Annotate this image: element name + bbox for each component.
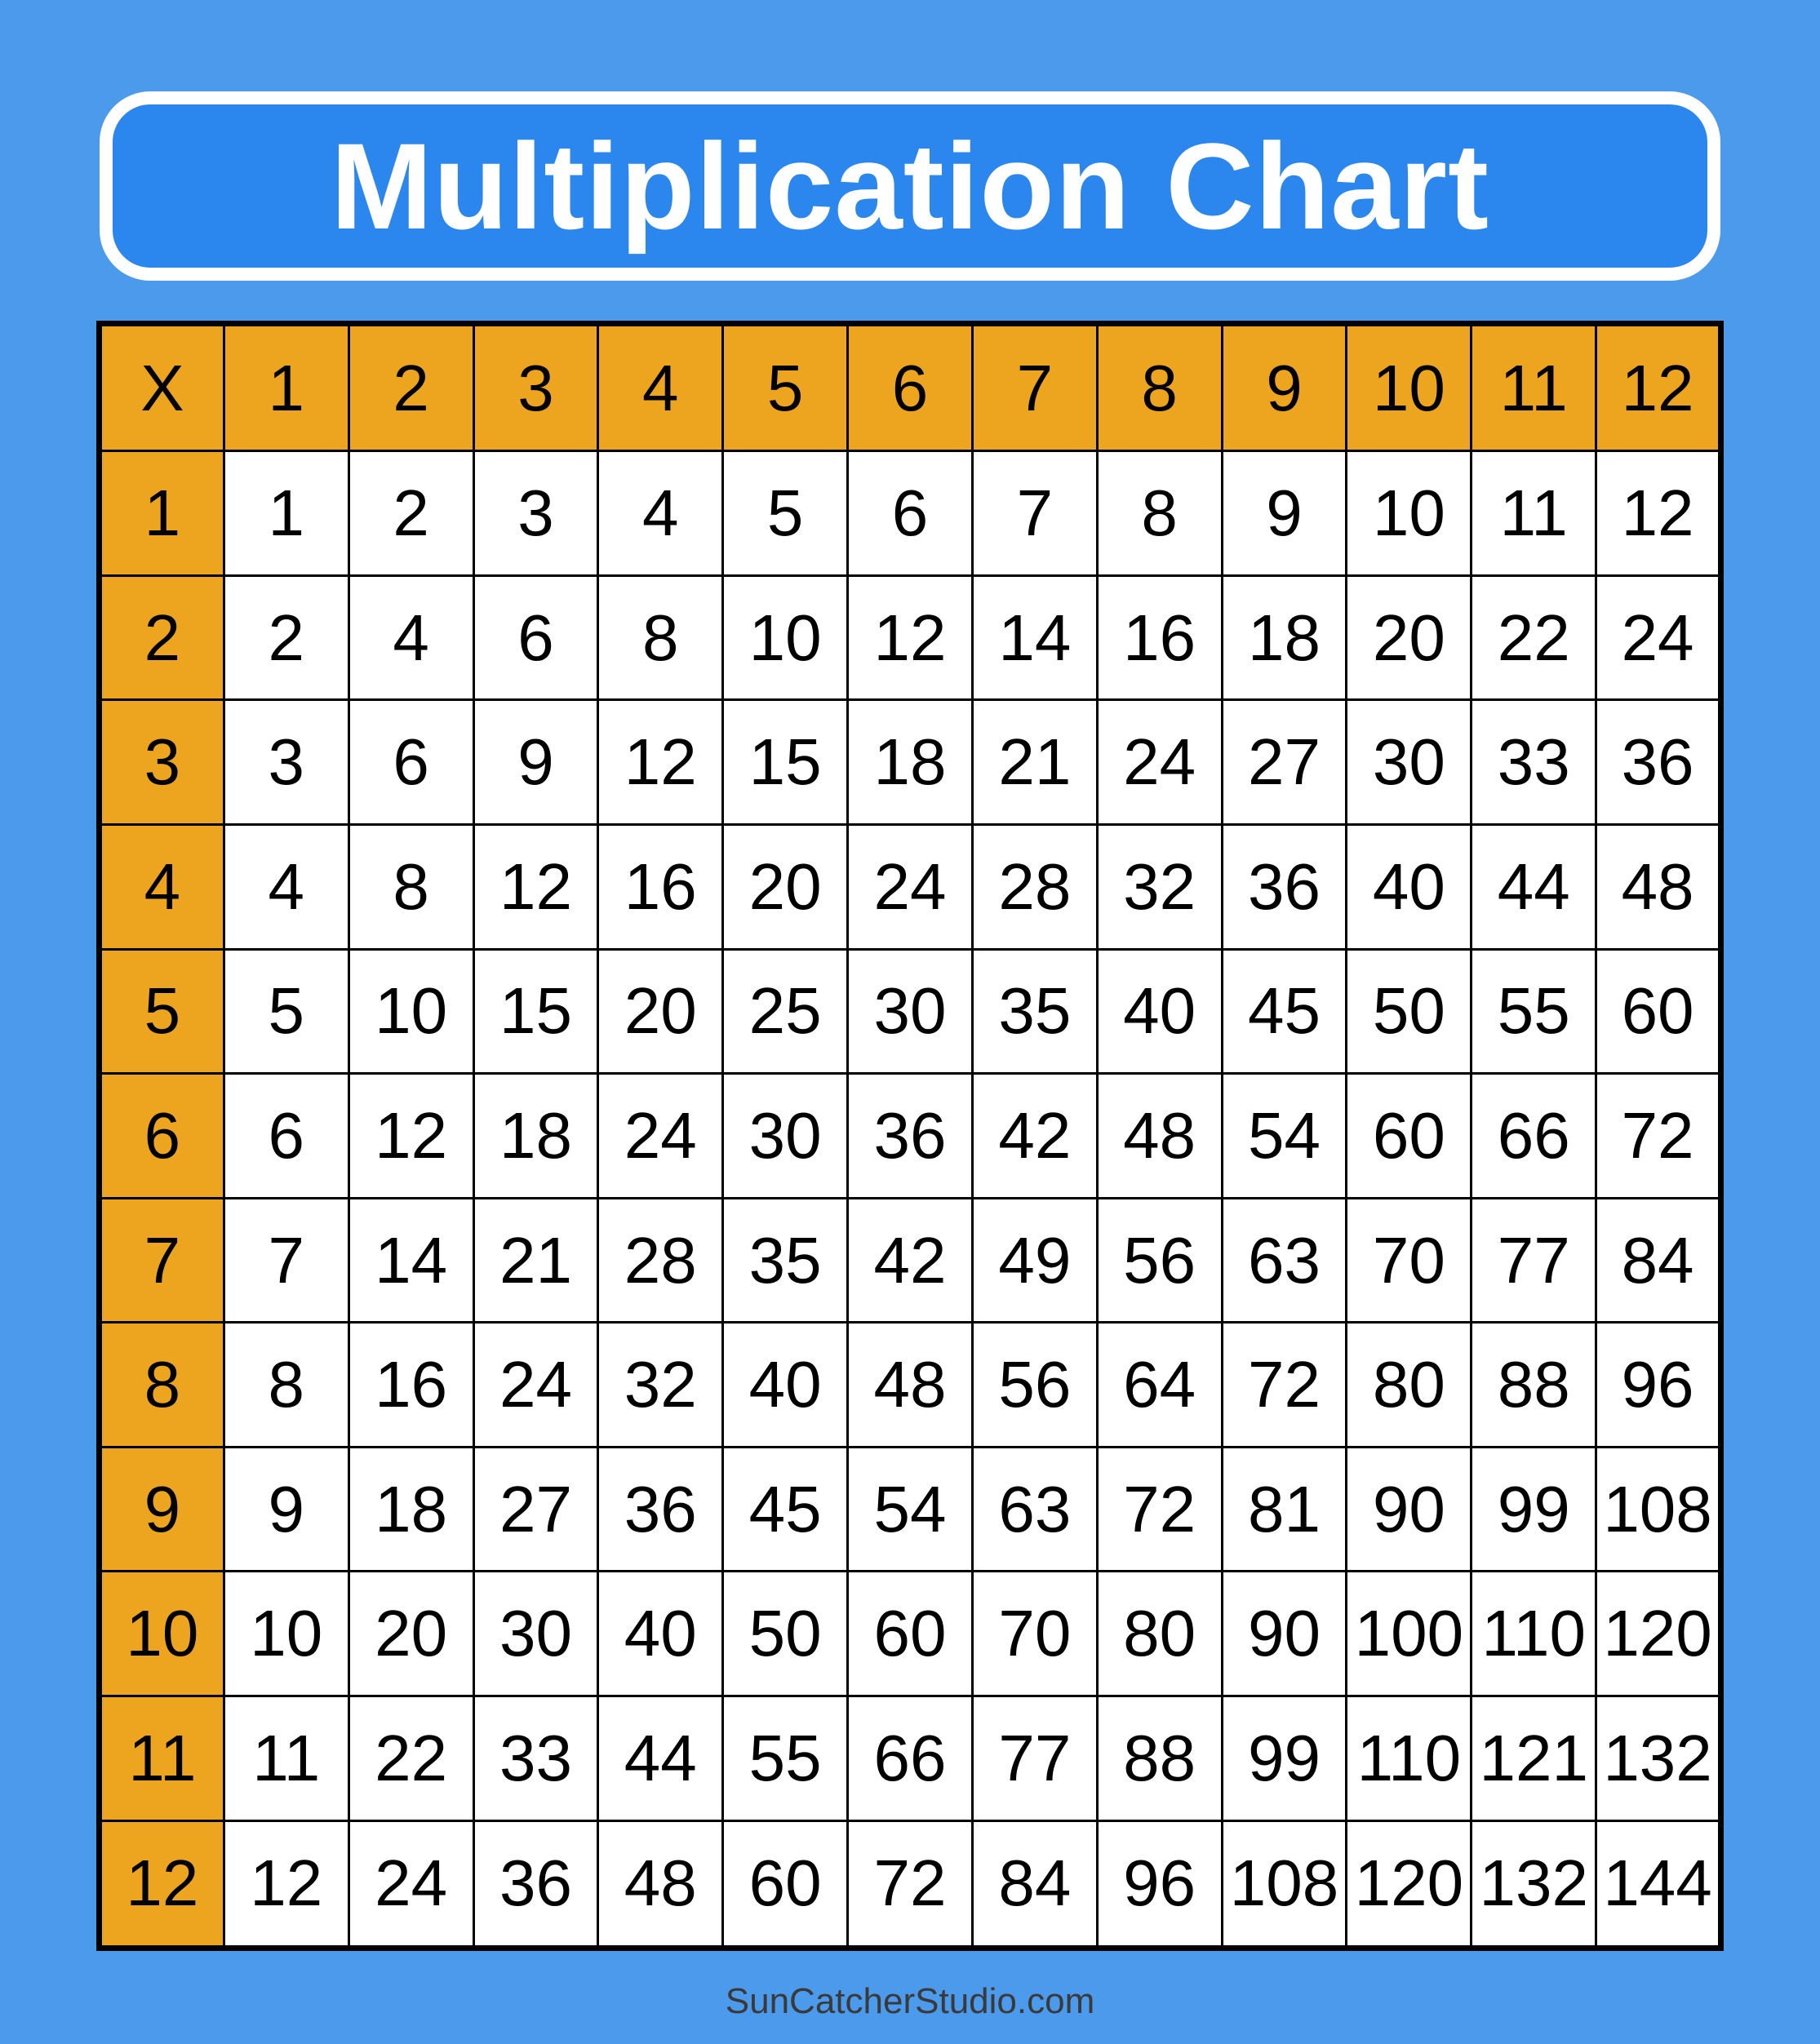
product-cell: 42 [972,1074,1097,1199]
multiplication-table-container [96,321,1724,1951]
product-cell: 90 [1222,1572,1347,1696]
product-cell: 15 [473,949,598,1074]
product-cell: 108 [1596,1447,1721,1572]
product-cell: 56 [1097,1198,1222,1323]
product-cell: 24 [1097,700,1222,825]
product-cell: 54 [1222,1074,1347,1199]
product-cell: 27 [473,1447,598,1572]
product-cell: 70 [1347,1198,1472,1323]
product-cell: 24 [1596,575,1721,700]
row-header-cell: 1 [100,451,224,576]
product-cell: 63 [972,1447,1097,1572]
product-cell: 30 [723,1074,848,1199]
product-cell: 44 [598,1696,723,1821]
product-cell: 80 [1347,1323,1472,1448]
product-cell: 24 [348,1820,473,1948]
product-cell: 36 [1596,700,1721,825]
product-cell: 21 [972,700,1097,825]
column-header-cell: 1 [224,324,348,451]
table-row [100,1323,1721,1448]
column-header-cell: 4 [598,324,723,451]
column-header-cell: 8 [1097,324,1222,451]
product-cell: 48 [1097,1074,1222,1199]
product-cell: 48 [1596,824,1721,949]
product-cell: 81 [1222,1447,1347,1572]
product-cell: 18 [473,1074,598,1199]
product-cell: 27 [1222,700,1347,825]
table-row [100,1198,1721,1323]
product-cell: 18 [848,700,973,825]
product-cell: 32 [598,1323,723,1448]
product-cell: 50 [723,1572,848,1696]
page-title: Multiplication Chart [331,117,1489,255]
product-cell: 8 [224,1323,348,1448]
product-cell: 12 [224,1820,348,1948]
row-header-cell: 4 [100,824,224,949]
product-cell: 88 [1472,1323,1596,1448]
row-header-cell: 6 [100,1074,224,1199]
product-cell: 66 [848,1696,973,1821]
product-cell: 84 [1596,1198,1721,1323]
product-cell: 54 [848,1447,973,1572]
footer-credit: SunCatcherStudio.com [725,1981,1095,2021]
product-cell: 8 [1097,451,1222,576]
product-cell: 36 [848,1074,973,1199]
product-cell: 3 [473,451,598,576]
table-row [100,1572,1721,1696]
column-header-cell: 11 [1472,324,1596,451]
product-cell: 2 [224,575,348,700]
product-cell: 144 [1596,1820,1721,1948]
product-cell: 18 [1222,575,1347,700]
product-cell: 35 [723,1198,848,1323]
row-header-cell: 12 [100,1820,224,1948]
product-cell: 1 [224,451,348,576]
row-header-cell: 7 [100,1198,224,1323]
table-row [100,1820,1721,1948]
product-cell: 110 [1472,1572,1596,1696]
product-cell: 24 [473,1323,598,1448]
product-cell: 96 [1097,1820,1222,1948]
column-header-cell: 6 [848,324,973,451]
product-cell: 32 [1097,824,1222,949]
product-cell: 18 [348,1447,473,1572]
product-cell: 4 [598,451,723,576]
product-cell: 64 [1097,1323,1222,1448]
product-cell: 100 [1347,1572,1472,1696]
product-cell: 12 [598,700,723,825]
product-cell: 10 [1347,451,1472,576]
product-cell: 60 [1347,1074,1472,1199]
product-cell: 11 [224,1696,348,1821]
product-cell: 60 [848,1572,973,1696]
product-cell: 80 [1097,1572,1222,1696]
product-cell: 132 [1472,1820,1596,1948]
product-cell: 45 [723,1447,848,1572]
product-cell: 121 [1472,1696,1596,1821]
product-cell: 20 [1347,575,1472,700]
product-cell: 120 [1596,1572,1721,1696]
table-row [100,575,1721,700]
product-cell: 14 [972,575,1097,700]
product-cell: 40 [1347,824,1472,949]
product-cell: 12 [848,575,973,700]
product-cell: 30 [473,1572,598,1696]
product-cell: 12 [473,824,598,949]
product-cell: 12 [348,1074,473,1199]
product-cell: 56 [972,1323,1097,1448]
product-cell: 72 [1222,1323,1347,1448]
table-row [100,451,1721,576]
product-cell: 5 [224,949,348,1074]
table-header-row [100,324,1721,451]
product-cell: 45 [1222,949,1347,1074]
product-cell: 40 [723,1323,848,1448]
product-cell: 10 [348,949,473,1074]
product-cell: 90 [1347,1447,1472,1572]
product-cell: 96 [1596,1323,1721,1448]
product-cell: 6 [348,700,473,825]
product-cell: 5 [723,451,848,576]
product-cell: 7 [224,1198,348,1323]
product-cell: 36 [598,1447,723,1572]
row-header-cell: 2 [100,575,224,700]
product-cell: 3 [224,700,348,825]
product-cell: 6 [224,1074,348,1199]
product-cell: 24 [848,824,973,949]
product-cell: 22 [1472,575,1596,700]
product-cell: 21 [473,1198,598,1323]
product-cell: 60 [723,1820,848,1948]
product-cell: 4 [348,575,473,700]
product-cell: 22 [348,1696,473,1821]
product-cell: 63 [1222,1198,1347,1323]
product-cell: 24 [598,1074,723,1199]
product-cell: 20 [598,949,723,1074]
product-cell: 25 [723,949,848,1074]
corner-cell: X [100,324,224,451]
product-cell: 4 [224,824,348,949]
product-cell: 44 [1472,824,1596,949]
product-cell: 72 [1596,1074,1721,1199]
product-cell: 40 [1097,949,1222,1074]
table-row [100,1074,1721,1199]
product-cell: 11 [1472,451,1596,576]
product-cell: 10 [723,575,848,700]
product-cell: 15 [723,700,848,825]
column-header-cell: 7 [972,324,1097,451]
title-banner [100,91,1720,281]
table-row [100,949,1721,1074]
product-cell: 77 [972,1696,1097,1821]
product-cell: 48 [598,1820,723,1948]
table-row [100,824,1721,949]
product-cell: 55 [723,1696,848,1821]
product-cell: 28 [598,1198,723,1323]
product-cell: 8 [598,575,723,700]
product-cell: 9 [1222,451,1347,576]
product-cell: 84 [972,1820,1097,1948]
product-cell: 49 [972,1198,1097,1323]
table-row [100,700,1721,825]
product-cell: 30 [1347,700,1472,825]
product-cell: 33 [473,1696,598,1821]
column-header-cell: 10 [1347,324,1472,451]
product-cell: 50 [1347,949,1472,1074]
product-cell: 33 [1472,700,1596,825]
table-row [100,1447,1721,1572]
product-cell: 20 [723,824,848,949]
product-cell: 60 [1596,949,1721,1074]
product-cell: 9 [224,1447,348,1572]
product-cell: 77 [1472,1198,1596,1323]
product-cell: 6 [848,451,973,576]
product-cell: 30 [848,949,973,1074]
product-cell: 48 [848,1323,973,1448]
product-cell: 40 [598,1572,723,1696]
row-header-cell: 8 [100,1323,224,1448]
product-cell: 14 [348,1198,473,1323]
product-cell: 120 [1347,1820,1472,1948]
product-cell: 6 [473,575,598,700]
product-cell: 42 [848,1198,973,1323]
product-cell: 132 [1596,1696,1721,1821]
product-cell: 36 [473,1820,598,1948]
row-header-cell: 3 [100,700,224,825]
product-cell: 9 [473,700,598,825]
column-header-cell: 3 [473,324,598,451]
column-header-cell: 5 [723,324,848,451]
product-cell: 55 [1472,949,1596,1074]
product-cell: 99 [1472,1447,1596,1572]
column-header-cell: 9 [1222,324,1347,451]
product-cell: 10 [224,1572,348,1696]
product-cell: 72 [1097,1447,1222,1572]
product-cell: 108 [1222,1820,1347,1948]
product-cell: 70 [972,1572,1097,1696]
product-cell: 110 [1347,1696,1472,1821]
product-cell: 8 [348,824,473,949]
product-cell: 2 [348,451,473,576]
multiplication-table [96,321,1724,1951]
product-cell: 12 [1596,451,1721,576]
product-cell: 7 [972,451,1097,576]
product-cell: 16 [598,824,723,949]
product-cell: 88 [1097,1696,1222,1821]
column-header-cell: 12 [1596,324,1721,451]
row-header-cell: 5 [100,949,224,1074]
product-cell: 35 [972,949,1097,1074]
product-cell: 16 [348,1323,473,1448]
product-cell: 72 [848,1820,973,1948]
row-header-cell: 11 [100,1696,224,1821]
product-cell: 99 [1222,1696,1347,1821]
row-header-cell: 9 [100,1447,224,1572]
row-header-cell: 10 [100,1572,224,1696]
product-cell: 28 [972,824,1097,949]
product-cell: 36 [1222,824,1347,949]
column-header-cell: 2 [348,324,473,451]
table-row [100,1696,1721,1821]
product-cell: 20 [348,1572,473,1696]
product-cell: 66 [1472,1074,1596,1199]
product-cell: 16 [1097,575,1222,700]
